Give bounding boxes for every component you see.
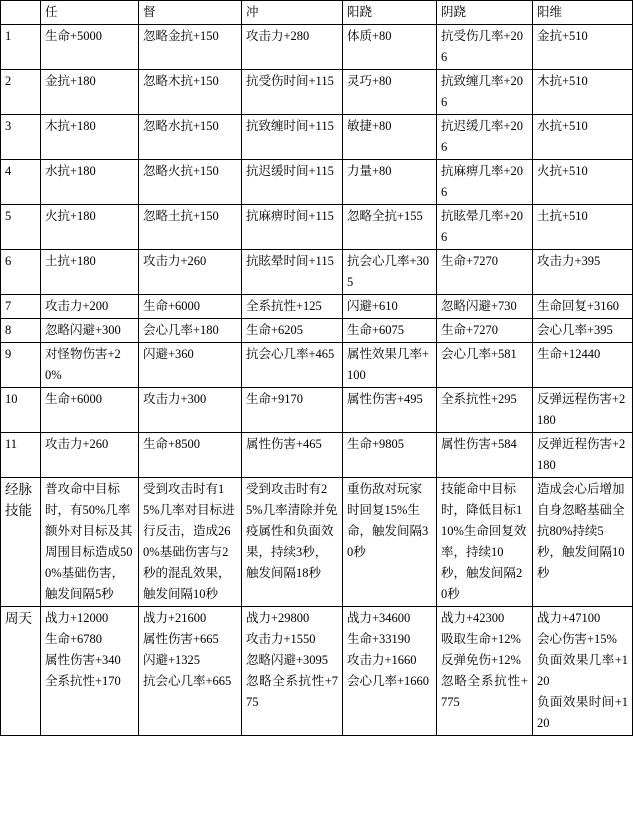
cycle-bonus-line: 属性伤害+665 bbox=[143, 632, 219, 646]
table-cell: 体质+80 bbox=[343, 25, 437, 70]
cycle-bonus-line: 战力+29800 bbox=[246, 611, 310, 625]
column-header-chong: 冲 bbox=[242, 1, 343, 25]
row-number: 7 bbox=[1, 295, 41, 319]
column-header-du: 督 bbox=[139, 1, 242, 25]
table-cell: 抗迟缓几率+206 bbox=[437, 115, 533, 160]
skill-description: 普攻命中目标时，有50%几率额外对目标及其周围目标造成500%基础伤害，触发间隔5秒 bbox=[41, 478, 139, 607]
table-cell: 抗麻痹时间+115 bbox=[242, 205, 343, 250]
table-cell: 敏捷+80 bbox=[343, 115, 437, 160]
skill-description: 受到攻击时有1 5%几率对目标进行反击，造成260%基础伤害与2秒的混乱效果，触发间隔10秒 bbox=[139, 478, 242, 607]
cycle-bonus-line: 忽略全系抗性+775 bbox=[246, 674, 338, 709]
table-cell: 木抗+180 bbox=[41, 115, 139, 160]
cycle-bonus-line: 生命+6780 bbox=[45, 632, 103, 646]
table-cell: 抗眩晕时间+115 bbox=[242, 250, 343, 295]
cycle-row-label: 周天 bbox=[1, 607, 41, 736]
table-row bbox=[1, 205, 633, 250]
table-cell: 忽略闪避+300 bbox=[41, 319, 139, 343]
table-cell: 抗会心几率+305 bbox=[343, 250, 437, 295]
table-cell: 忽略土抗+150 bbox=[139, 205, 242, 250]
cycle-bonus-line: 会心几率+1660 bbox=[347, 674, 430, 688]
table-cell: 生命+6000 bbox=[139, 295, 242, 319]
skill-description: 技能命中目标时，降低目标110%生命回复效率，持续10秒，触发间隔20秒 bbox=[437, 478, 533, 607]
table-cell: 忽略全抗+155 bbox=[343, 205, 437, 250]
table-cell: 反弹近程伤害+2180 bbox=[533, 433, 633, 478]
table-body bbox=[1, 25, 633, 736]
table-row bbox=[1, 433, 633, 478]
cycle-bonus-cell bbox=[533, 607, 633, 736]
column-header-yangqiao: 阳跷 bbox=[343, 1, 437, 25]
table-cell: 忽略木抗+150 bbox=[139, 70, 242, 115]
table-cell: 水抗+180 bbox=[41, 160, 139, 205]
table-cell: 抗会心几率+465 bbox=[242, 343, 343, 388]
table-row bbox=[1, 250, 633, 295]
table-cell: 抗迟缓时间+115 bbox=[242, 160, 343, 205]
table-cell: 灵巧+80 bbox=[343, 70, 437, 115]
cycle-bonus-line: 属性伤害+340 bbox=[45, 653, 121, 667]
table-cell: 攻击力+300 bbox=[139, 388, 242, 433]
cycle-bonus-cell bbox=[437, 607, 533, 736]
cycle-bonus-line: 战力+21600 bbox=[143, 611, 207, 625]
table-cell: 抗致缠时间+115 bbox=[242, 115, 343, 160]
skills-row-label: 经脉技能 bbox=[1, 478, 41, 607]
table-cell: 生命+5000 bbox=[41, 25, 139, 70]
table-cell: 抗眩晕几率+206 bbox=[437, 205, 533, 250]
table-cell: 闪避+610 bbox=[343, 295, 437, 319]
table-cell: 攻击力+200 bbox=[41, 295, 139, 319]
table-row bbox=[1, 115, 633, 160]
table-row bbox=[1, 70, 633, 115]
table-cell: 忽略闪避+730 bbox=[437, 295, 533, 319]
table-cell: 生命+9170 bbox=[242, 388, 343, 433]
row-number: 11 bbox=[1, 433, 41, 478]
table-cell: 生命+6000 bbox=[41, 388, 139, 433]
table-cell: 金抗+510 bbox=[533, 25, 633, 70]
cycle-bonus-cell bbox=[242, 607, 343, 736]
header-row bbox=[1, 1, 633, 25]
table-cell: 属性伤害+584 bbox=[437, 433, 533, 478]
row-number: 5 bbox=[1, 205, 41, 250]
cycle-bonus-line: 战力+47100 bbox=[537, 611, 601, 625]
table-cell: 生命+6075 bbox=[343, 319, 437, 343]
table-cell: 土抗+510 bbox=[533, 205, 633, 250]
table-cell: 抗受伤几率+206 bbox=[437, 25, 533, 70]
skill-description: 重伤敌对玩家时回复15%生命，触发间隔30秒 bbox=[343, 478, 437, 607]
cycle-bonus-line: 生命+33190 bbox=[347, 632, 411, 646]
cycle-bonus-cell bbox=[343, 607, 437, 736]
table-cell: 攻击力+260 bbox=[139, 250, 242, 295]
cycle-bonus-line: 闪避+1325 bbox=[143, 653, 201, 667]
table-cell: 抗致缠几率+206 bbox=[437, 70, 533, 115]
table-row bbox=[1, 319, 633, 343]
table-cell: 火抗+510 bbox=[533, 160, 633, 205]
table-cell: 力量+80 bbox=[343, 160, 437, 205]
cycle-bonus-cell bbox=[41, 607, 139, 736]
cycle-bonus-line: 会心伤害+15% bbox=[537, 632, 617, 646]
cycle-row bbox=[1, 607, 633, 736]
cycle-bonus-line: 忽略闪避+3095 bbox=[246, 653, 329, 667]
table-row bbox=[1, 160, 633, 205]
table-cell: 攻击力+260 bbox=[41, 433, 139, 478]
header-corner bbox=[1, 1, 41, 25]
cycle-bonus-line: 负面效果几率+120 bbox=[537, 653, 628, 688]
row-number: 8 bbox=[1, 319, 41, 343]
cycle-bonus-line: 攻击力+1550 bbox=[246, 632, 316, 646]
row-number: 6 bbox=[1, 250, 41, 295]
table-cell: 会心几率+180 bbox=[139, 319, 242, 343]
cycle-bonus-line: 抗会心几率+665 bbox=[143, 674, 232, 688]
cycle-bonus-line: 负面效果时间+120 bbox=[537, 695, 628, 730]
table-row bbox=[1, 388, 633, 433]
skill-description: 受到攻击时有25%几率清除并免疫属性和负面效果，持续3秒，触发间隔18秒 bbox=[242, 478, 343, 607]
table-row bbox=[1, 295, 633, 319]
cycle-bonus-line: 战力+12000 bbox=[45, 611, 109, 625]
table-cell: 火抗+180 bbox=[41, 205, 139, 250]
skills-row bbox=[1, 478, 633, 607]
table-cell: 闪避+360 bbox=[139, 343, 242, 388]
table-cell: 木抗+510 bbox=[533, 70, 633, 115]
table-cell: 金抗+180 bbox=[41, 70, 139, 115]
table-cell: 抗受伤时间+115 bbox=[242, 70, 343, 115]
table-cell: 会心几率+395 bbox=[533, 319, 633, 343]
column-header-yangwei: 阳维 bbox=[533, 1, 633, 25]
table-cell: 属性伤害+465 bbox=[242, 433, 343, 478]
table-row bbox=[1, 343, 633, 388]
column-header-ren: 任 bbox=[41, 1, 139, 25]
table-cell: 属性伤害+495 bbox=[343, 388, 437, 433]
table-cell: 攻击力+395 bbox=[533, 250, 633, 295]
column-header-yinqiao: 阴跷 bbox=[437, 1, 533, 25]
skill-description: 造成会心后增加自身忽略基础全抗80%持续5秒，触发间隔10秒 bbox=[533, 478, 633, 607]
table-cell: 土抗+180 bbox=[41, 250, 139, 295]
table-cell: 全系抗性+125 bbox=[242, 295, 343, 319]
cycle-bonus-line: 攻击力+1660 bbox=[347, 653, 417, 667]
row-number: 10 bbox=[1, 388, 41, 433]
table-cell: 生命+12440 bbox=[533, 343, 633, 388]
table-cell: 生命+7270 bbox=[437, 250, 533, 295]
table-cell: 水抗+510 bbox=[533, 115, 633, 160]
table-cell: 生命回复+3160 bbox=[533, 295, 633, 319]
table-cell: 反弹远程伤害+2180 bbox=[533, 388, 633, 433]
row-number: 2 bbox=[1, 70, 41, 115]
cycle-bonus-line: 吸取生命+12% bbox=[441, 632, 521, 646]
table-cell: 属性效果几率+100 bbox=[343, 343, 437, 388]
table-cell: 忽略金抗+150 bbox=[139, 25, 242, 70]
table-cell: 抗麻痹几率+206 bbox=[437, 160, 533, 205]
row-number: 4 bbox=[1, 160, 41, 205]
table-cell: 攻击力+280 bbox=[242, 25, 343, 70]
table-cell: 生命+8500 bbox=[139, 433, 242, 478]
cycle-bonus-line: 全系抗性+170 bbox=[45, 674, 121, 688]
cycle-bonus-line: 忽略全系抗性+775 bbox=[441, 674, 528, 709]
cycle-bonus-line: 反弹免伤+12% bbox=[441, 653, 521, 667]
cycle-bonus-line: 战力+34600 bbox=[347, 611, 411, 625]
cycle-bonus-line: 战力+42300 bbox=[441, 611, 505, 625]
cycle-bonus-cell bbox=[139, 607, 242, 736]
table-cell: 生命+6205 bbox=[242, 319, 343, 343]
table-cell: 全系抗性+295 bbox=[437, 388, 533, 433]
row-number: 9 bbox=[1, 343, 41, 388]
row-number: 3 bbox=[1, 115, 41, 160]
table-cell: 对怪物伤害+20% bbox=[41, 343, 139, 388]
row-number: 1 bbox=[1, 25, 41, 70]
table-cell: 忽略火抗+150 bbox=[139, 160, 242, 205]
table-cell: 生命+9805 bbox=[343, 433, 437, 478]
table-row bbox=[1, 25, 633, 70]
table-cell: 忽略水抗+150 bbox=[139, 115, 242, 160]
table-cell: 会心几率+581 bbox=[437, 343, 533, 388]
table-cell: 生命+7270 bbox=[437, 319, 533, 343]
